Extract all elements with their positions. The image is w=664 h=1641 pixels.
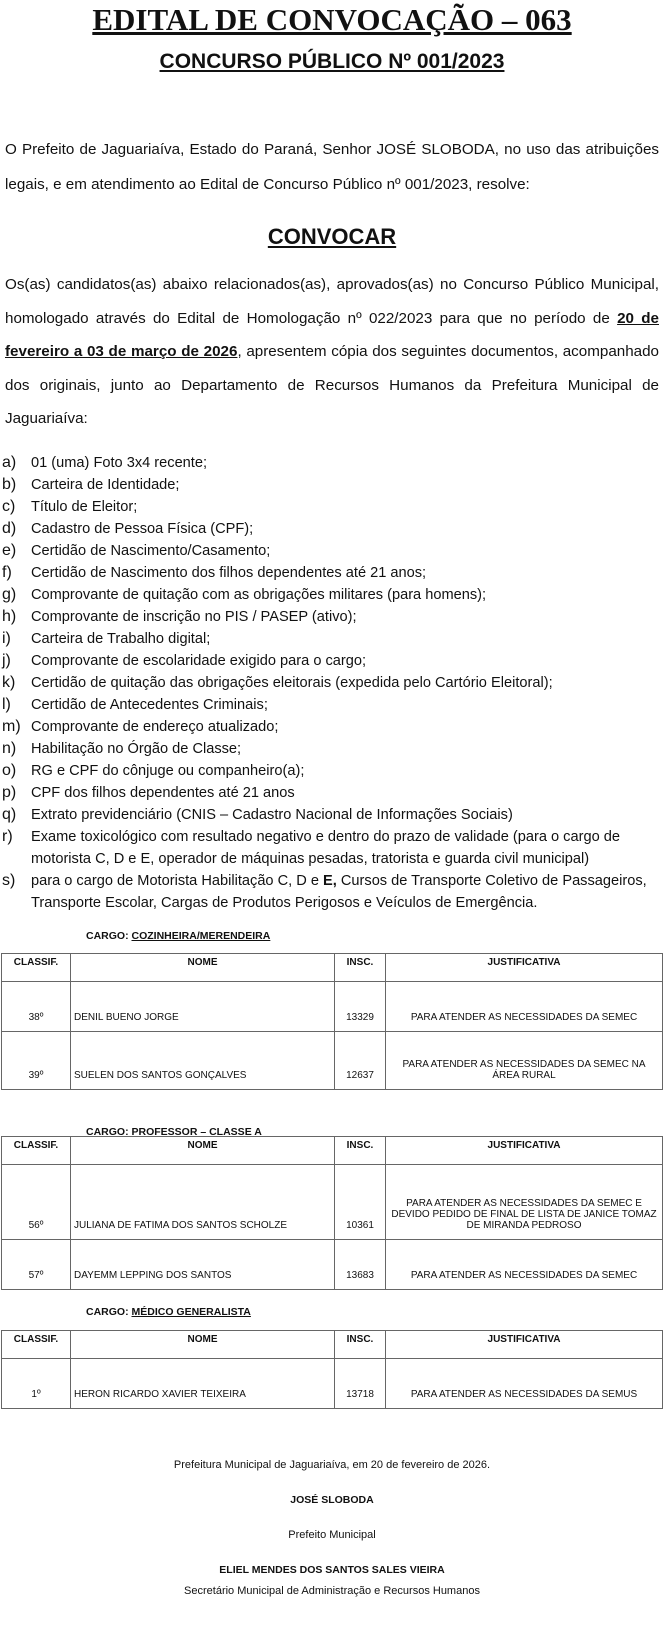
cell-classif: 39º [2,1032,71,1090]
column-header: CLASSIF. [2,954,71,982]
item-text: Cadastro de Pessoa Física (CPF); [31,521,254,537]
item-text: Comprovante de quitação com as obrigações militares (para homens); [31,587,487,603]
item-text: Comprovante de escolaridade exigido para o cargo; [31,653,367,669]
table-row [2,982,663,1032]
cell-insc: 12637 [335,1032,386,1090]
document-item [0,760,664,782]
cargo-label [86,930,270,942]
document-item [0,606,664,628]
document-item [0,628,664,650]
item-text: Comprovante de endereço atualizado; [31,719,279,735]
column-header: JUSTIFICATIVA [386,954,663,982]
item-text: Certidão de quitação das obrigações eleitorais (expedida pelo Cartório Eleitoral); [31,675,553,691]
item-text: RG e CPF do cônjuge ou companheiro(a); [31,763,305,779]
document-item [0,474,664,496]
column-header: CLASSIF. [2,1331,71,1359]
item-text: 01 (uma) Foto 3x4 recente; [31,455,208,471]
cargo-prefix: CARGO: [86,930,132,942]
item-letter: j) [2,652,11,669]
item-text: Carteira de Trabalho digital; [31,631,211,647]
document-item [0,826,664,870]
cargo-name: PROFESSOR – CLASSE A [131,1126,262,1138]
document-item [0,694,664,716]
body-text: Os(as) candidatos(as) abaixo relacionados(as), aprovados(as) no Concurso Público Municipal, homologado através do Edital de Homologação nº 022/2023 para que no período de [5,276,659,327]
candidates-table [1,953,663,1090]
cell-insc: 13683 [335,1240,386,1290]
signer-role: Prefeito Municipal [288,1529,376,1541]
item-letter: e) [2,542,17,559]
document-item [0,452,664,474]
item-letter: q) [2,806,17,823]
cell-insc: 13718 [335,1359,386,1409]
document-item [0,518,664,540]
signer-role: Secretário Municipal de Administração e Recursos Humanos [184,1585,480,1597]
cargo-name: COZINHEIRA/MERENDEIRA [131,930,271,942]
document-item [0,650,664,672]
item-text-part: para o cargo de Motorista Habilitação C, D e [31,873,324,889]
cell-nome: DAYEMM LEPPING DOS SANTOS [71,1240,335,1290]
document-item [0,496,664,518]
item-letter: o) [2,762,17,779]
cargo-prefix: CARGO: [86,1306,132,1318]
item-text: Extrato previdenciário (CNIS – Cadastro Nacional de Informações Sociais) [31,807,513,823]
table-row [2,1359,663,1409]
cell-just: PARA ATENDER AS NECESSIDADES DA SEMEC E DEVIDO PEDIDO DE FINAL DE LISTA DE JANICE TOMAZ DE MIRANDA PEDROSO [386,1165,663,1240]
document-item [0,804,664,826]
column-header: INSC. [335,954,386,982]
item-text: Comprovante de inscrição no PIS / PASEP (ativo); [31,609,357,625]
column-header: INSC. [335,1137,386,1165]
item-letter: a) [2,454,17,471]
candidates-table [1,1330,663,1409]
table-row [2,1165,663,1240]
place-date: Prefeitura Municipal de Jaguariaíva, em 20 de fevereiro de 2026. [173,1459,491,1471]
signer-name: JOSÉ SLOBODA [290,1494,374,1506]
item-letter: m) [2,718,21,735]
cargo-prefix: CARGO: [86,1126,132,1138]
document-item [0,672,664,694]
intro-paragraph: O Prefeito de Jaguariaíva, Estado do Paraná, Senhor JOSÉ SLOBODA, no uso das atribuições legais, e em atendimento ao Edital de Concurso Público nº 001/2023, resolve: [5,141,659,193]
table-header [2,954,663,982]
table-header [2,1331,663,1359]
document-subtitle: CONCURSO PÚBLICO Nº 001/2023 [159,50,505,73]
item-text: Habilitação no Órgão de Classe; [31,741,242,757]
column-header: JUSTIFICATIVA [386,1137,663,1165]
item-text [31,870,664,914]
cell-classif: 1º [2,1359,71,1409]
item-letter: l) [2,696,11,713]
convocar-heading: CONVOCAR [267,224,397,249]
item-letter: s) [2,872,16,889]
item-letter: n) [2,740,17,757]
cargo-label [86,1306,251,1318]
cell-insc: 13329 [335,982,386,1032]
cell-nome: JULIANA DE FATIMA DOS SANTOS SCHOLZE [71,1165,335,1240]
column-header: NOME [71,1331,335,1359]
cell-nome: SUELEN DOS SANTOS GONÇALVES [71,1032,335,1090]
cell-just: PARA ATENDER AS NECESSIDADES DA SEMEC NA ÁREA RURAL [386,1032,663,1090]
cell-just: PARA ATENDER AS NECESSIDADES DA SEMUS [386,1359,663,1409]
document-item [0,562,664,584]
item-letter: f) [2,564,12,581]
item-text: Título de Eleitor; [31,499,138,515]
document-item [0,738,664,760]
item-text: Exame toxicológico com resultado negativo e dentro do prazo de validade (para o cargo de motorista C, D e E, operador de máquinas pesadas, tratorista e guarda civil municipal) [31,829,620,867]
document-item [0,782,664,804]
item-text: Certidão de Nascimento dos filhos dependentes até 21 anos; [31,565,427,581]
documents-list [0,452,664,914]
item-text: Certidão de Nascimento/Casamento; [31,543,271,559]
item-letter: p) [2,784,17,801]
candidates-table [1,1136,663,1290]
item-text: Certidão de Antecedentes Criminais; [31,697,268,713]
item-letter: d) [2,520,17,537]
body-paragraph [5,268,659,436]
table-row [2,1032,663,1090]
cell-just: PARA ATENDER AS NECESSIDADES DA SEMEC [386,982,663,1032]
cell-classif: 57º [2,1240,71,1290]
table-row [2,1240,663,1290]
signer-name: ELIEL MENDES DOS SANTOS SALES VIEIRA [219,1564,445,1576]
item-text-bold: E, [323,873,337,889]
cell-nome: HERON RICARDO XAVIER TEIXEIRA [71,1359,335,1409]
item-letter: r) [2,828,13,845]
document-item [0,540,664,562]
cell-classif: 56º [2,1165,71,1240]
column-header: INSC. [335,1331,386,1359]
item-letter: g) [2,586,17,603]
item-letter: b) [2,476,17,493]
column-header: CLASSIF. [2,1137,71,1165]
cell-nome: DENIL BUENO JORGE [71,982,335,1032]
item-letter: k) [2,674,16,691]
item-letter: i) [2,630,11,647]
document-title: EDITAL DE CONVOCAÇÃO – 063 [92,2,572,37]
document-item [0,870,664,914]
column-header: NOME [71,954,335,982]
table-header [2,1137,663,1165]
item-text: CPF dos filhos dependentes até 21 anos [31,785,295,801]
cell-insc: 10361 [335,1165,386,1240]
cell-classif: 38º [2,982,71,1032]
cell-just: PARA ATENDER AS NECESSIDADES DA SEMEC [386,1240,663,1290]
item-text-part: Cursos de Transporte Coletivo de Passageiros, Transporte Escolar, Cargas de Produtos Perigosos e Veículos de Emergência. [31,873,647,911]
item-letter: c) [2,498,16,515]
body-text: , apresentem cópia dos seguintes documentos, acompanhado dos originais, junto ao Departamento de Recursos Humanos da Prefeitura Municipal de Jaguariaíva: [5,343,659,427]
column-header: JUSTIFICATIVA [386,1331,663,1359]
item-letter: h) [2,608,17,625]
cargo-name: MÉDICO GENERALISTA [131,1306,251,1318]
document-item [0,584,664,606]
item-text: Carteira de Identidade; [31,477,180,493]
column-header: NOME [71,1137,335,1165]
period-date: 20 de fevereiro a 03 de março de 2026 [5,309,659,360]
document-item [0,716,664,738]
